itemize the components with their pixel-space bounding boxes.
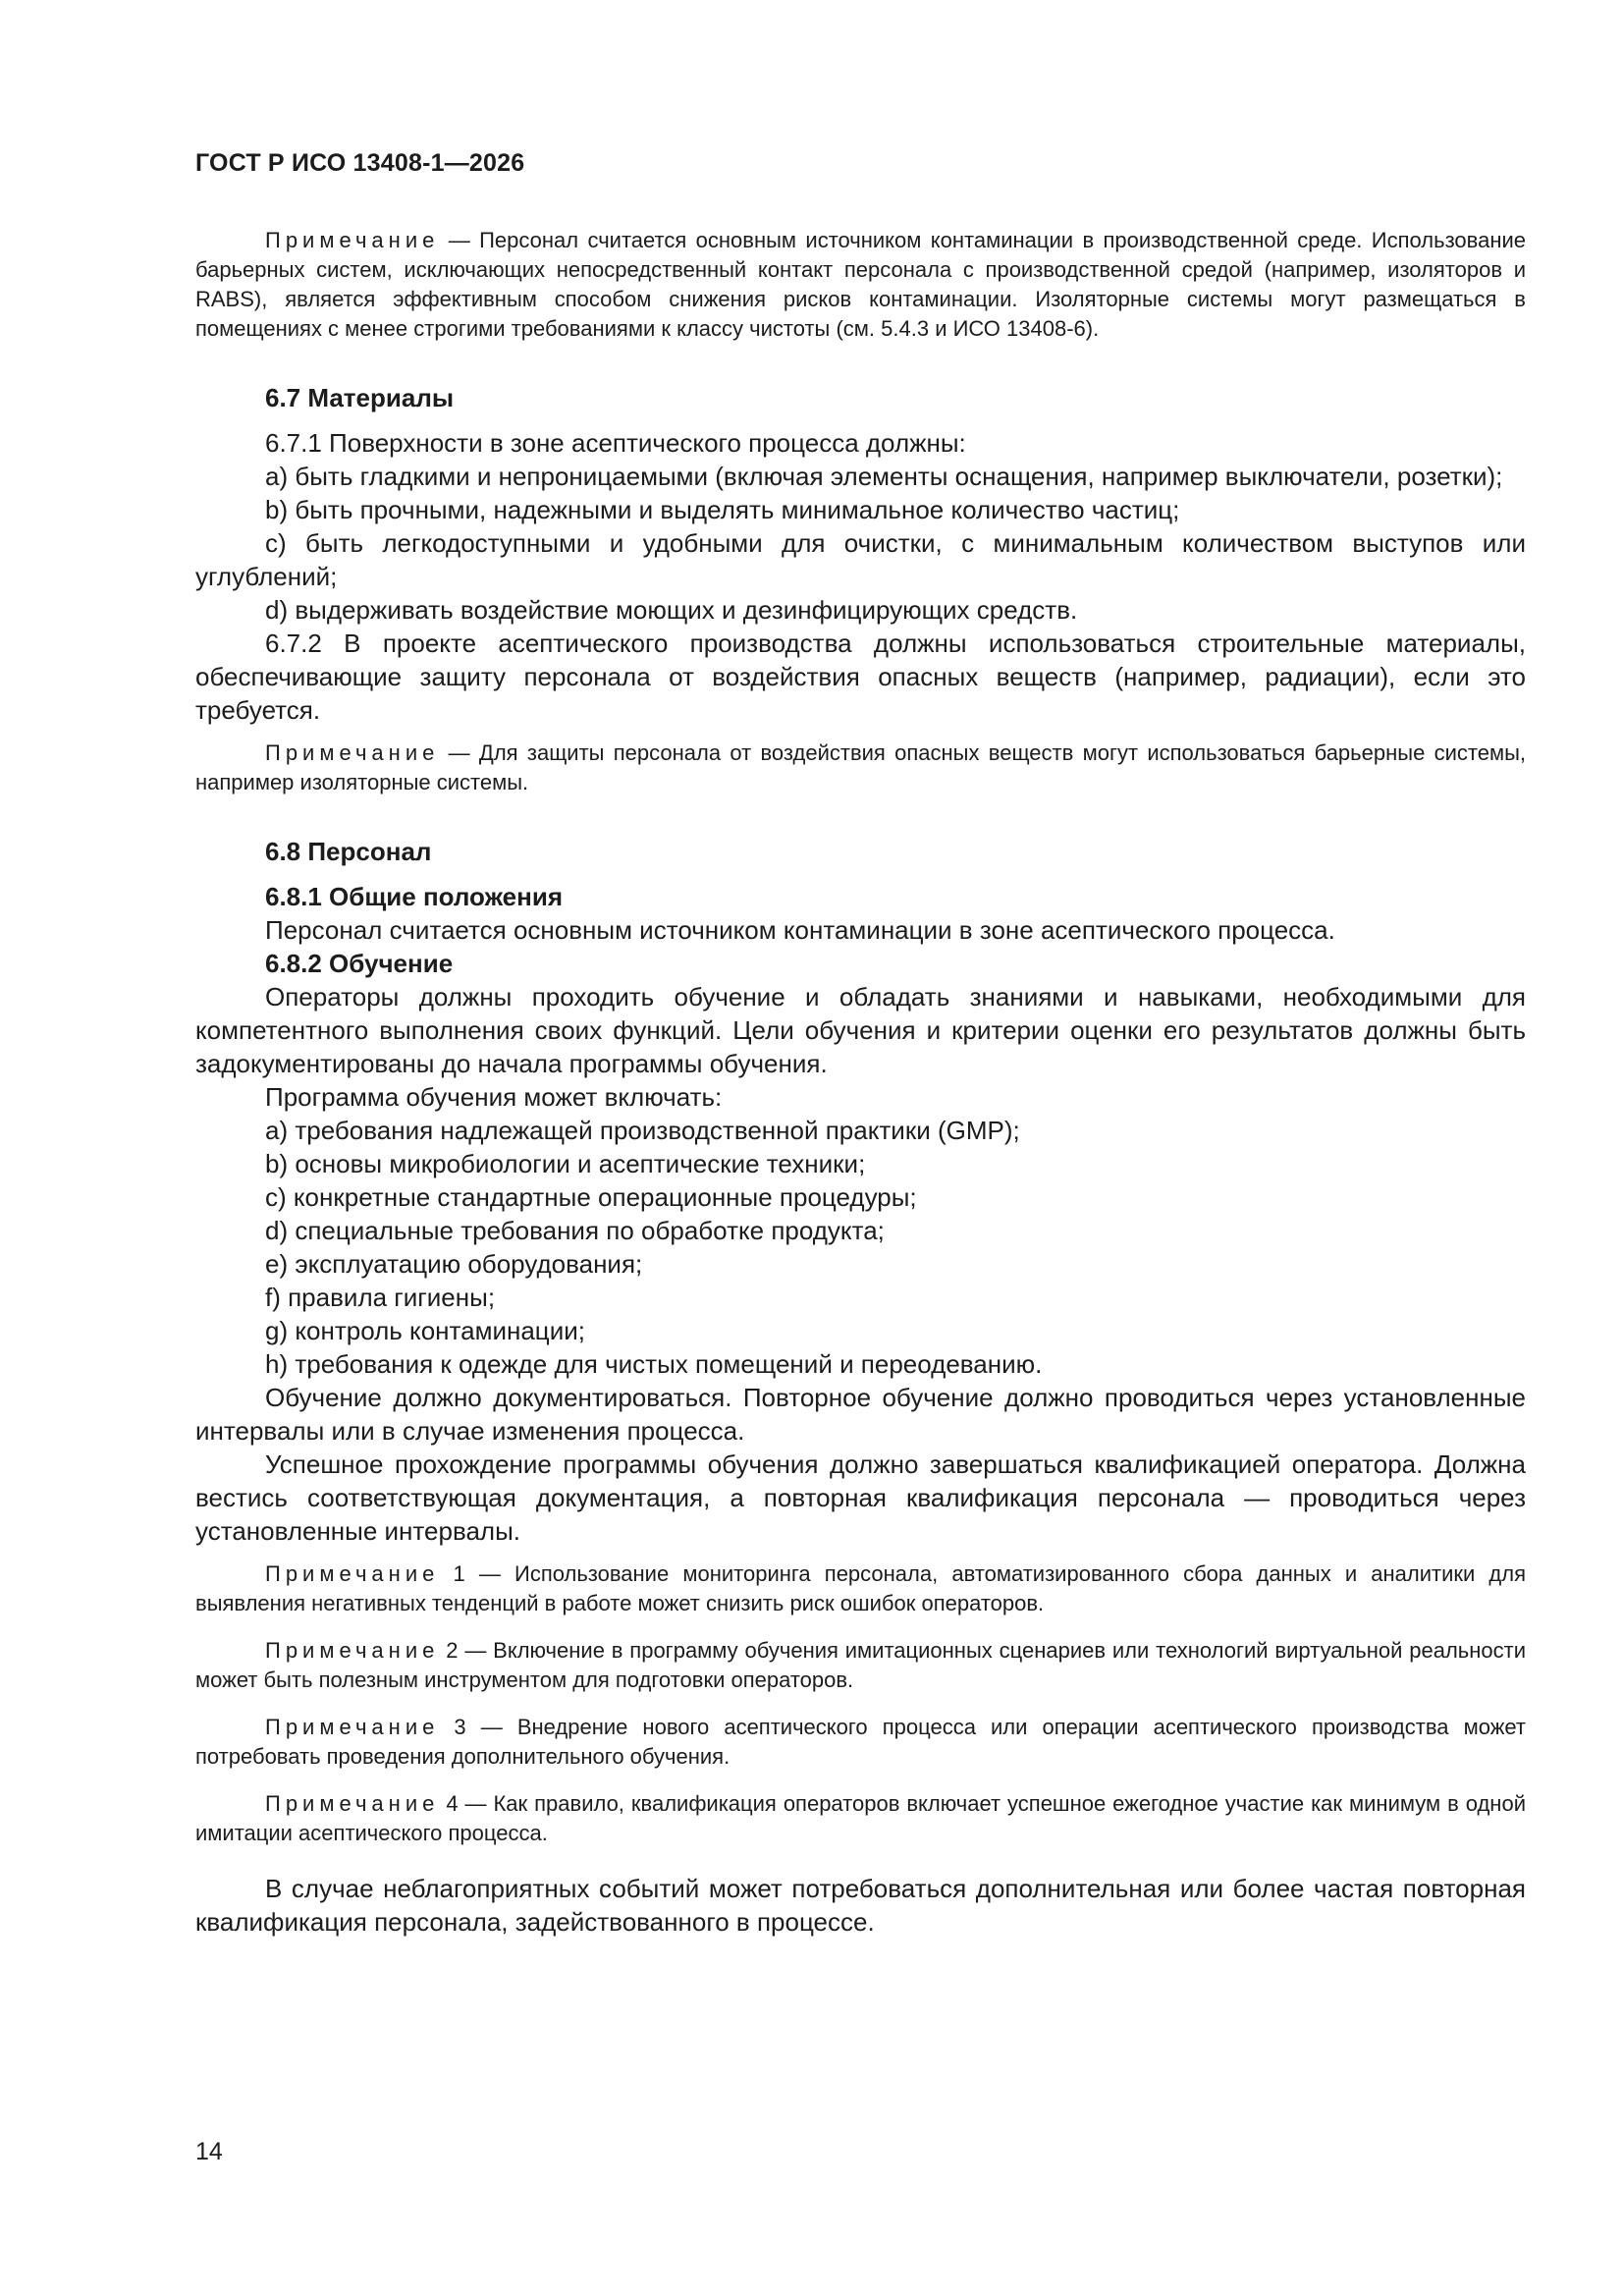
- note-text: — Внедрение нового асептического процесса или операции асептического производства может потребовать проведения дополнительного обучения.: [195, 1715, 1526, 1769]
- note-number: 3: [454, 1715, 466, 1739]
- program-item-c: c) конкретные стандартные операционные процедуры;: [265, 1182, 917, 1212]
- program-item-e: e) эксплуатацию оборудования;: [265, 1249, 643, 1279]
- top-note: [195, 226, 1526, 344]
- program-item-f: f) правила гигиены;: [265, 1283, 496, 1312]
- final-paragraph: В случае неблагоприятных событий может потребоваться дополнительная или более частая повторная квалификация персонала, задействованного в процессе.: [195, 1874, 1526, 1937]
- program-item-b: b) основы микробиологии и асептические техники;: [265, 1149, 866, 1178]
- note-number: 4: [446, 1791, 459, 1816]
- subsection-6-8-1-title: 6.8.1 Общие положения: [265, 882, 563, 911]
- page-content: [195, 226, 1526, 1939]
- note-text: — Включение в программу обучения имитационных сценариев или технологий виртуальной реальности может быть полезным инструментом для подготовки операторов.: [195, 1638, 1527, 1692]
- page-number: 14: [195, 2138, 223, 2165]
- subsection-6-8-1-text: Персонал считается основным источником контаминации в зоне асептического процесса.: [265, 915, 1335, 945]
- note-label: Примечание: [265, 1791, 440, 1816]
- note-number: 2: [446, 1638, 459, 1663]
- note-label: Примечание: [265, 740, 440, 765]
- note-text: — Как правило, квалификация операторов включает успешное ежегодное участие как минимум в одной имитации асептического процесса.: [195, 1791, 1526, 1845]
- subsection-6-8-2-text: Операторы должны проходить обучение и обладать знаниями и навыками, необходимыми для компетентного выполнения своих функций. Цели обучения и критерии оценки его результатов должны быть задокументированы до начала программы обучения.: [195, 982, 1526, 1078]
- documentation-paragraph: Обучение должно документироваться. Повторное обучение должно проводиться через установленные интервалы или в случае изменения процесса.: [195, 1383, 1526, 1446]
- note-label: Примечание: [265, 1561, 440, 1586]
- note-3: [195, 1713, 1526, 1772]
- subsection-6-8-2-title: 6.8.2 Обучение: [265, 949, 454, 978]
- note-number: 1: [453, 1561, 465, 1586]
- note-label: Примечание: [265, 1715, 440, 1739]
- note-2: [195, 1636, 1526, 1695]
- note-text: — Использование мониторинга персонала, автоматизированного сбора данных и аналитики для выявления негативных тенденций в работе может снизить риск ошибок операторов.: [195, 1561, 1526, 1615]
- section-6-7-title: 6.7 Материалы: [265, 383, 455, 412]
- note-text: — Для защиты персонала от воздействия опасных веществ могут использоваться барьерные системы, например изоляторные системы.: [195, 740, 1526, 794]
- document-header: ГОСТ Р ИСО 13408-1—2026: [195, 149, 525, 177]
- list-item-d: d) выдерживать воздействие моющих и дезинфицирующих средств.: [265, 595, 1078, 625]
- note-1: [195, 1559, 1526, 1618]
- program-item-a: a) требования надлежащей производственной практики (GMP);: [265, 1116, 1020, 1145]
- note-4: [195, 1789, 1526, 1848]
- section-6-7-note: [195, 738, 1526, 797]
- list-item-c: c) быть легкодоступными и удобными для очистки, с минимальным количеством выступов или углублений;: [195, 528, 1526, 591]
- list-item-b: b) быть прочными, надежными и выделять минимальное количество частиц;: [265, 495, 1180, 524]
- program-item-h: h) требования к одежде для чистых помещений и переодеванию.: [265, 1349, 1043, 1379]
- note-label: Примечание: [265, 1638, 440, 1663]
- qualification-paragraph: Успешное прохождение программы обучения должно завершаться квалификацией оператора. Должна вестись соответствующая документация, а повторная квалификация персонала — проводиться через установленные интервалы.: [195, 1449, 1526, 1546]
- program-item-d: d) специальные требования по обработке продукта;: [265, 1216, 885, 1245]
- paragraph-6-7-2: 6.7.2 В проекте асептического производства должны использоваться строительные материалы, обеспечивающие защиту персонала от воздействия опасных веществ (например, радиации), если это требуется.: [195, 629, 1526, 725]
- paragraph-6-7-1: 6.7.1 Поверхности в зоне асептического процесса должны:: [265, 428, 966, 458]
- program-intro: Программа обучения может включать:: [265, 1082, 723, 1112]
- program-item-g: g) контроль контаминации;: [265, 1316, 585, 1345]
- section-6-8-title: 6.8 Персонал: [265, 837, 432, 866]
- note-text: — Персонал считается основным источником контаминации в производственной среде. Использование барьерных систем, исключающих непосредственный контакт персонала с производственной средой (например, изоляторов и RABS), является эффективным способом снижения рисков контаминации. Изоляторные системы могут размещаться в помещениях с менее строгими требованиями к классу чистоты (см. 5.4.3 и ИСО 13408-6).: [195, 228, 1526, 341]
- list-item-a: a) быть гладкими и непроницаемыми (включая элементы оснащения, например выключатели, розетки);: [265, 462, 1503, 491]
- note-label: Примечание: [265, 228, 440, 252]
